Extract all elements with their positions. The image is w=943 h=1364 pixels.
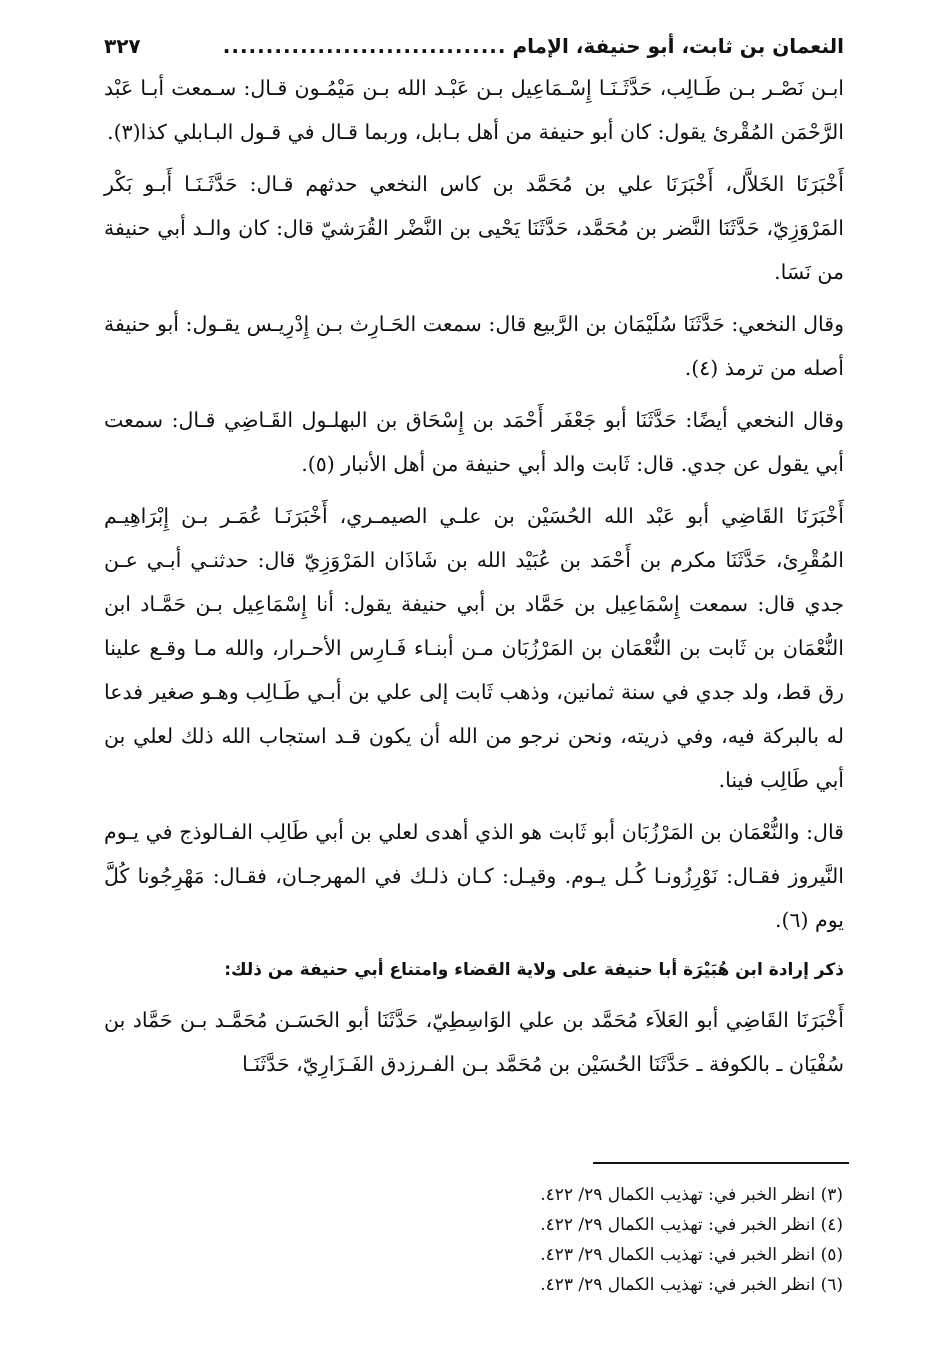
footnote-3: (٣) انظر الخبر في: تهذيب الكمال ٢٩/ ٤٢٢. (540, 1185, 843, 1205)
book-page (104, 30, 844, 1094)
footnote-5: (٥) انظر الخبر في: تهذيب الكمال ٢٩/ ٤٢٣. (540, 1245, 843, 1265)
footnote-4: (٤) انظر الخبر في: تهذيب الكمال ٢٩/ ٤٢٢. (540, 1215, 843, 1235)
header-title: النعمان بن ثابت، أبو حنيفة، الإمام (512, 34, 844, 58)
paragraph-6: قال: والنُّعْمَان بن المَرْزُبَان أبو ثَابت هو الذي أهدى لعلي بن أبي طَالِب الفـالوذج في يـوم النَّيروز فقـال: نَوْرِزُونـا كُـل يـوم. وقيـل: كـان ذلـك في المهرجـان، فقـال: مَهْرِجُونا كُلَّ يوم (٦). (104, 820, 844, 932)
paragraph-7: أَخْبَرَنَا القَاضِي أبو العَلاَء مُحَمَّد بن علي الوَاسِطِيّ، حَدَّثَنَا أبو الحَسَـن مُحَمَّـد بـن حَمَّاد بن سُفْيَان ـ بالكوفة ـ حَدَّثَنَا الحُسَيْن بن مُحَمَّد بـن الفـرزدق الفَـزَارِيّ، حَدَّثَنَـا (104, 1008, 844, 1076)
paragraph-1: ابـن نَصْـر بـن طَـالِب، حَدَّثَـنَـا إِسْـمَاعِيل بـن عَبْـد الله بـن مَيْمُـون قـال: سـمعت أبـا عَبْد الرَّحْمَن المُقْرئ يقول: كان أبو حنيفة من أهل بـابل، وربما قـال في قـول البـابلي كذا(٣). (104, 76, 844, 144)
section-heading: ذكر إرادة ابن هُبَيْرَة أبا حنيفة على ولاية القضاء وامتناع أبي حنيفة من ذلك: (224, 960, 844, 980)
page-number: ٣٢٧ (104, 34, 141, 58)
running-header (104, 30, 844, 66)
paragraph-3: وقال النخعي: حَدَّثَنَا سُلَيْمَان بن الرَّبيع قال: سمعت الحَـارِث بـن إِدْرِيـس يقـول: أبو حنيفة أصله من ترمذ (٤). (104, 312, 844, 380)
header-leader-dots: ................................. (222, 34, 507, 58)
footnotes (423, 1180, 843, 1300)
footnote-separator (593, 1162, 849, 1164)
paragraph-5: أَخْبَرَنَا القَاضِي أبو عَبْد الله الحُسَيْن بن علـي الصيمـري، أَخْبَرَنَـا عُمَـر بـن إِبْرَاهِيـم المُقْرِئ، حَدَّثَنَا مكرم بن أَحْمَد بن عُبَيْد الله بن شَاذَان المَرْوَزِيّ قال: حدثنـي أبـي عـن جدي قال: سمعت إِسْمَاعِيل بن حَمَّاد بن أبي حنيفة يقول: أنا إِسْمَاعِيل بـن حَمَّـاد ابن النُّعْمَان بن ثَابت بن النُّعْمَان بن المَرْزُبَان مـن أبنـاء فَـارِس الأحـرار، والله مـا وقـع علينا رق قط، ولد جدي في سنة ثمانين، وذهب ثَابت إلى علي بن أبـي طَـالِب وهـو صغير فدعا له بالبركة فيه، وفي ذريته، ونحن نرجو من الله أن يكون قـد استجاب الله ذلك لعلي بن أبي طَالِب فينا. (104, 504, 844, 792)
footnote-6: (٦) انظر الخبر في: تهذيب الكمال ٢٩/ ٤٢٣. (540, 1275, 843, 1295)
paragraph-4: وقال النخعي أيضًا: حَدَّثَنَا أبو جَعْفَر أَحْمَد بن إِسْحَاق بن البهلـول القَـاضِي قـال: سمعت أبي يقول عن جدي. قال: ثَابت والد أبي حنيفة من أهل الأنبار (٥). (104, 408, 844, 476)
paragraph-2: أَخْبَرَنَا الخَلاَّل، أَخْبَرَنَا علي بن مُحَمَّد بن كاس النخعي حدثهم قـال: حَدَّثَـنَـا أَبـو بَكْر المَرْوَزِيّ، حَدَّثَنَا النَّضر بن مُحَمَّد، حَدَّثَنَا يَحْيى بن النَّضْر القُرَشيّ قال: كان والـد أبي حنيفة من نَسَا. (104, 172, 844, 284)
